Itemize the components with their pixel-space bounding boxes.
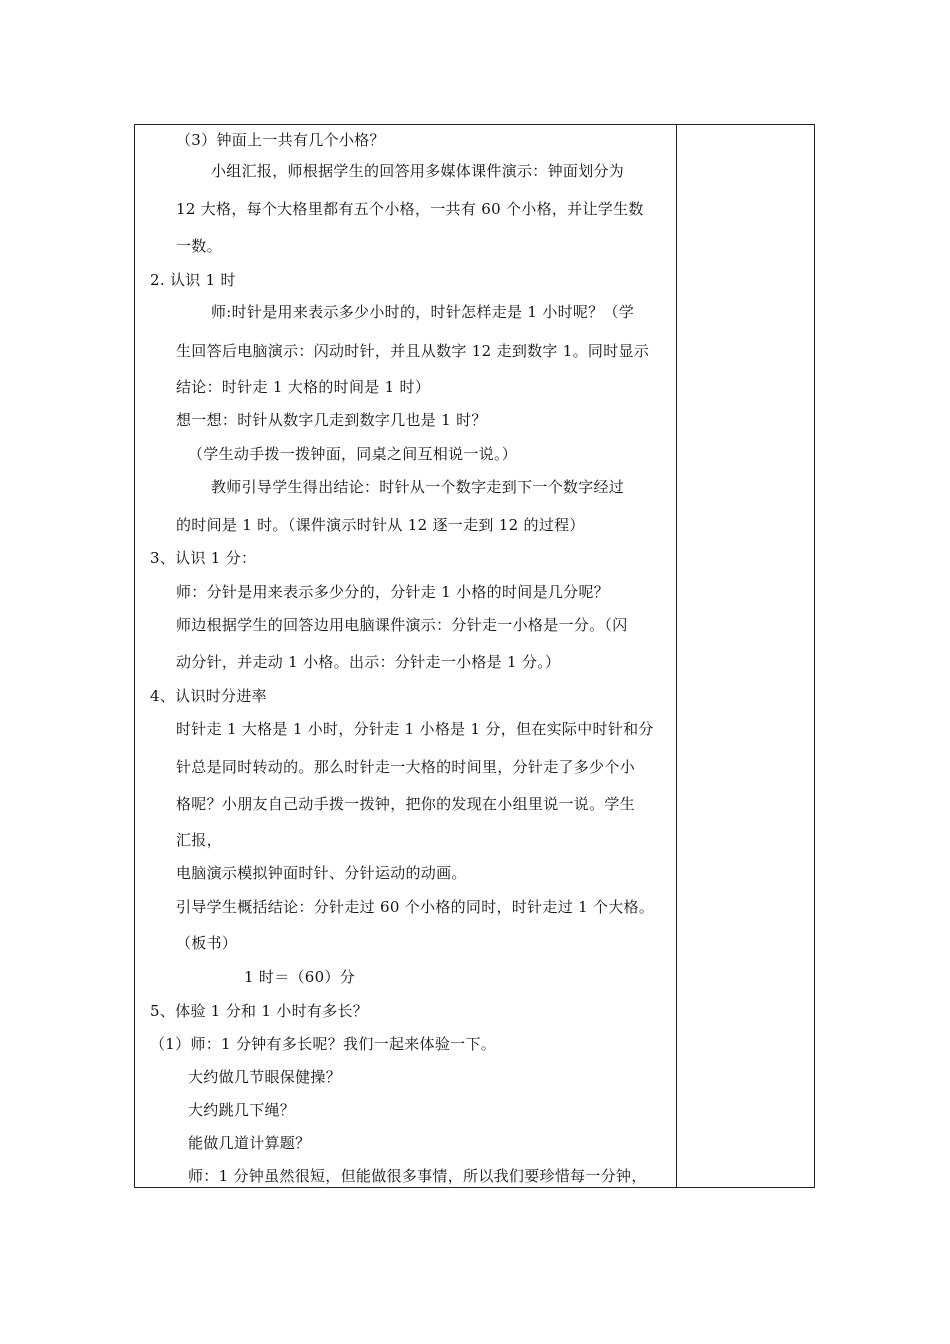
text-line: 能做几道计算题？ [188, 1134, 311, 1152]
text-line: 师边根据学生的回答边用电脑课件演示：分针走一小格是一分。（闪 [176, 616, 628, 634]
text-line: 大约跳几下绳？ [188, 1101, 296, 1119]
text-line: （3）钟面上一共有几个小格？ [176, 131, 385, 149]
text-line: 针总是同时转动的。那么时针走一大格的时间里，分针走了多少个小 [176, 758, 636, 776]
column-divider [676, 124, 677, 1188]
text-line: 师：1 分钟虽然很短，但能做很多事情，所以我们要珍惜每一分钟， [188, 1167, 647, 1185]
text-line: 4、认识时分进率 [150, 687, 267, 705]
text-line: 时针走 1 大格是 1 小时，分针走 1 小格是 1 分，但在实际中时针和分 [176, 720, 654, 738]
text-line: （板书） [176, 934, 238, 952]
text-line: 想一想：时针从数字几走到数字几也是 1 时？ [176, 411, 487, 429]
text-line: 电脑演示模拟钟面时针、分针运动的动画。 [176, 864, 467, 882]
text-line: （1）师：1 分钟有多长呢？我们一起来体验一下。 [150, 1035, 497, 1053]
text-line: 一数。 [176, 237, 222, 255]
text-line: （学生动手拨一拨钟面，同桌之间互相说一说。） [188, 445, 518, 463]
text-line: 1 时＝（60）分 [244, 968, 356, 986]
text-line: 汇报， [176, 831, 222, 849]
text-line: 动分针，并走动 1 小格。出示：分针走一小格是 1 分。） [176, 653, 561, 671]
text-line: 师:时针是用来表示多少小时的，时针怎样走是 1 小时呢？（学 [211, 303, 635, 321]
text-line: 5、体验 1 分和 1 小时有多长？ [150, 1002, 369, 1020]
text-line: 结论：时针走 1 大格的时间是 1 时） [176, 378, 431, 396]
text-line: 格呢？小朋友自己动手拨一拨钟，把你的发现在小组里说一说。学生 [176, 795, 636, 813]
text-line: 引导学生概括结论：分针走过 60 个小格的同时，时针走过 1 个大格。 [176, 898, 655, 916]
text-line: 生回答后电脑演示：闪动时针，并且从数字 12 走到数字 1。同时显示 [176, 342, 650, 360]
text-line: 2. 认识 1 时 [150, 271, 236, 289]
text-line: 师：分针是用来表示多少分的，分针走 1 小格的时间是几分呢？ [176, 583, 610, 601]
text-line: 的时间是 1 时。（课件演示时针从 12 逐一走到 12 的过程） [176, 516, 585, 534]
text-line: 教师引导学生得出结论：时针从一个数字走到下一个数字经过 [211, 478, 625, 496]
text-line: 大约做几节眼保健操？ [188, 1068, 342, 1086]
text-line: 12 大格，每个大格里都有五个小格，一共有 60 个小格，并让学生数 [176, 200, 644, 218]
text-line: 小组汇报，师根据学生的回答用多媒体课件演示：钟面划分为 [211, 162, 625, 180]
text-line: 3、认识 1 分： [150, 549, 257, 567]
